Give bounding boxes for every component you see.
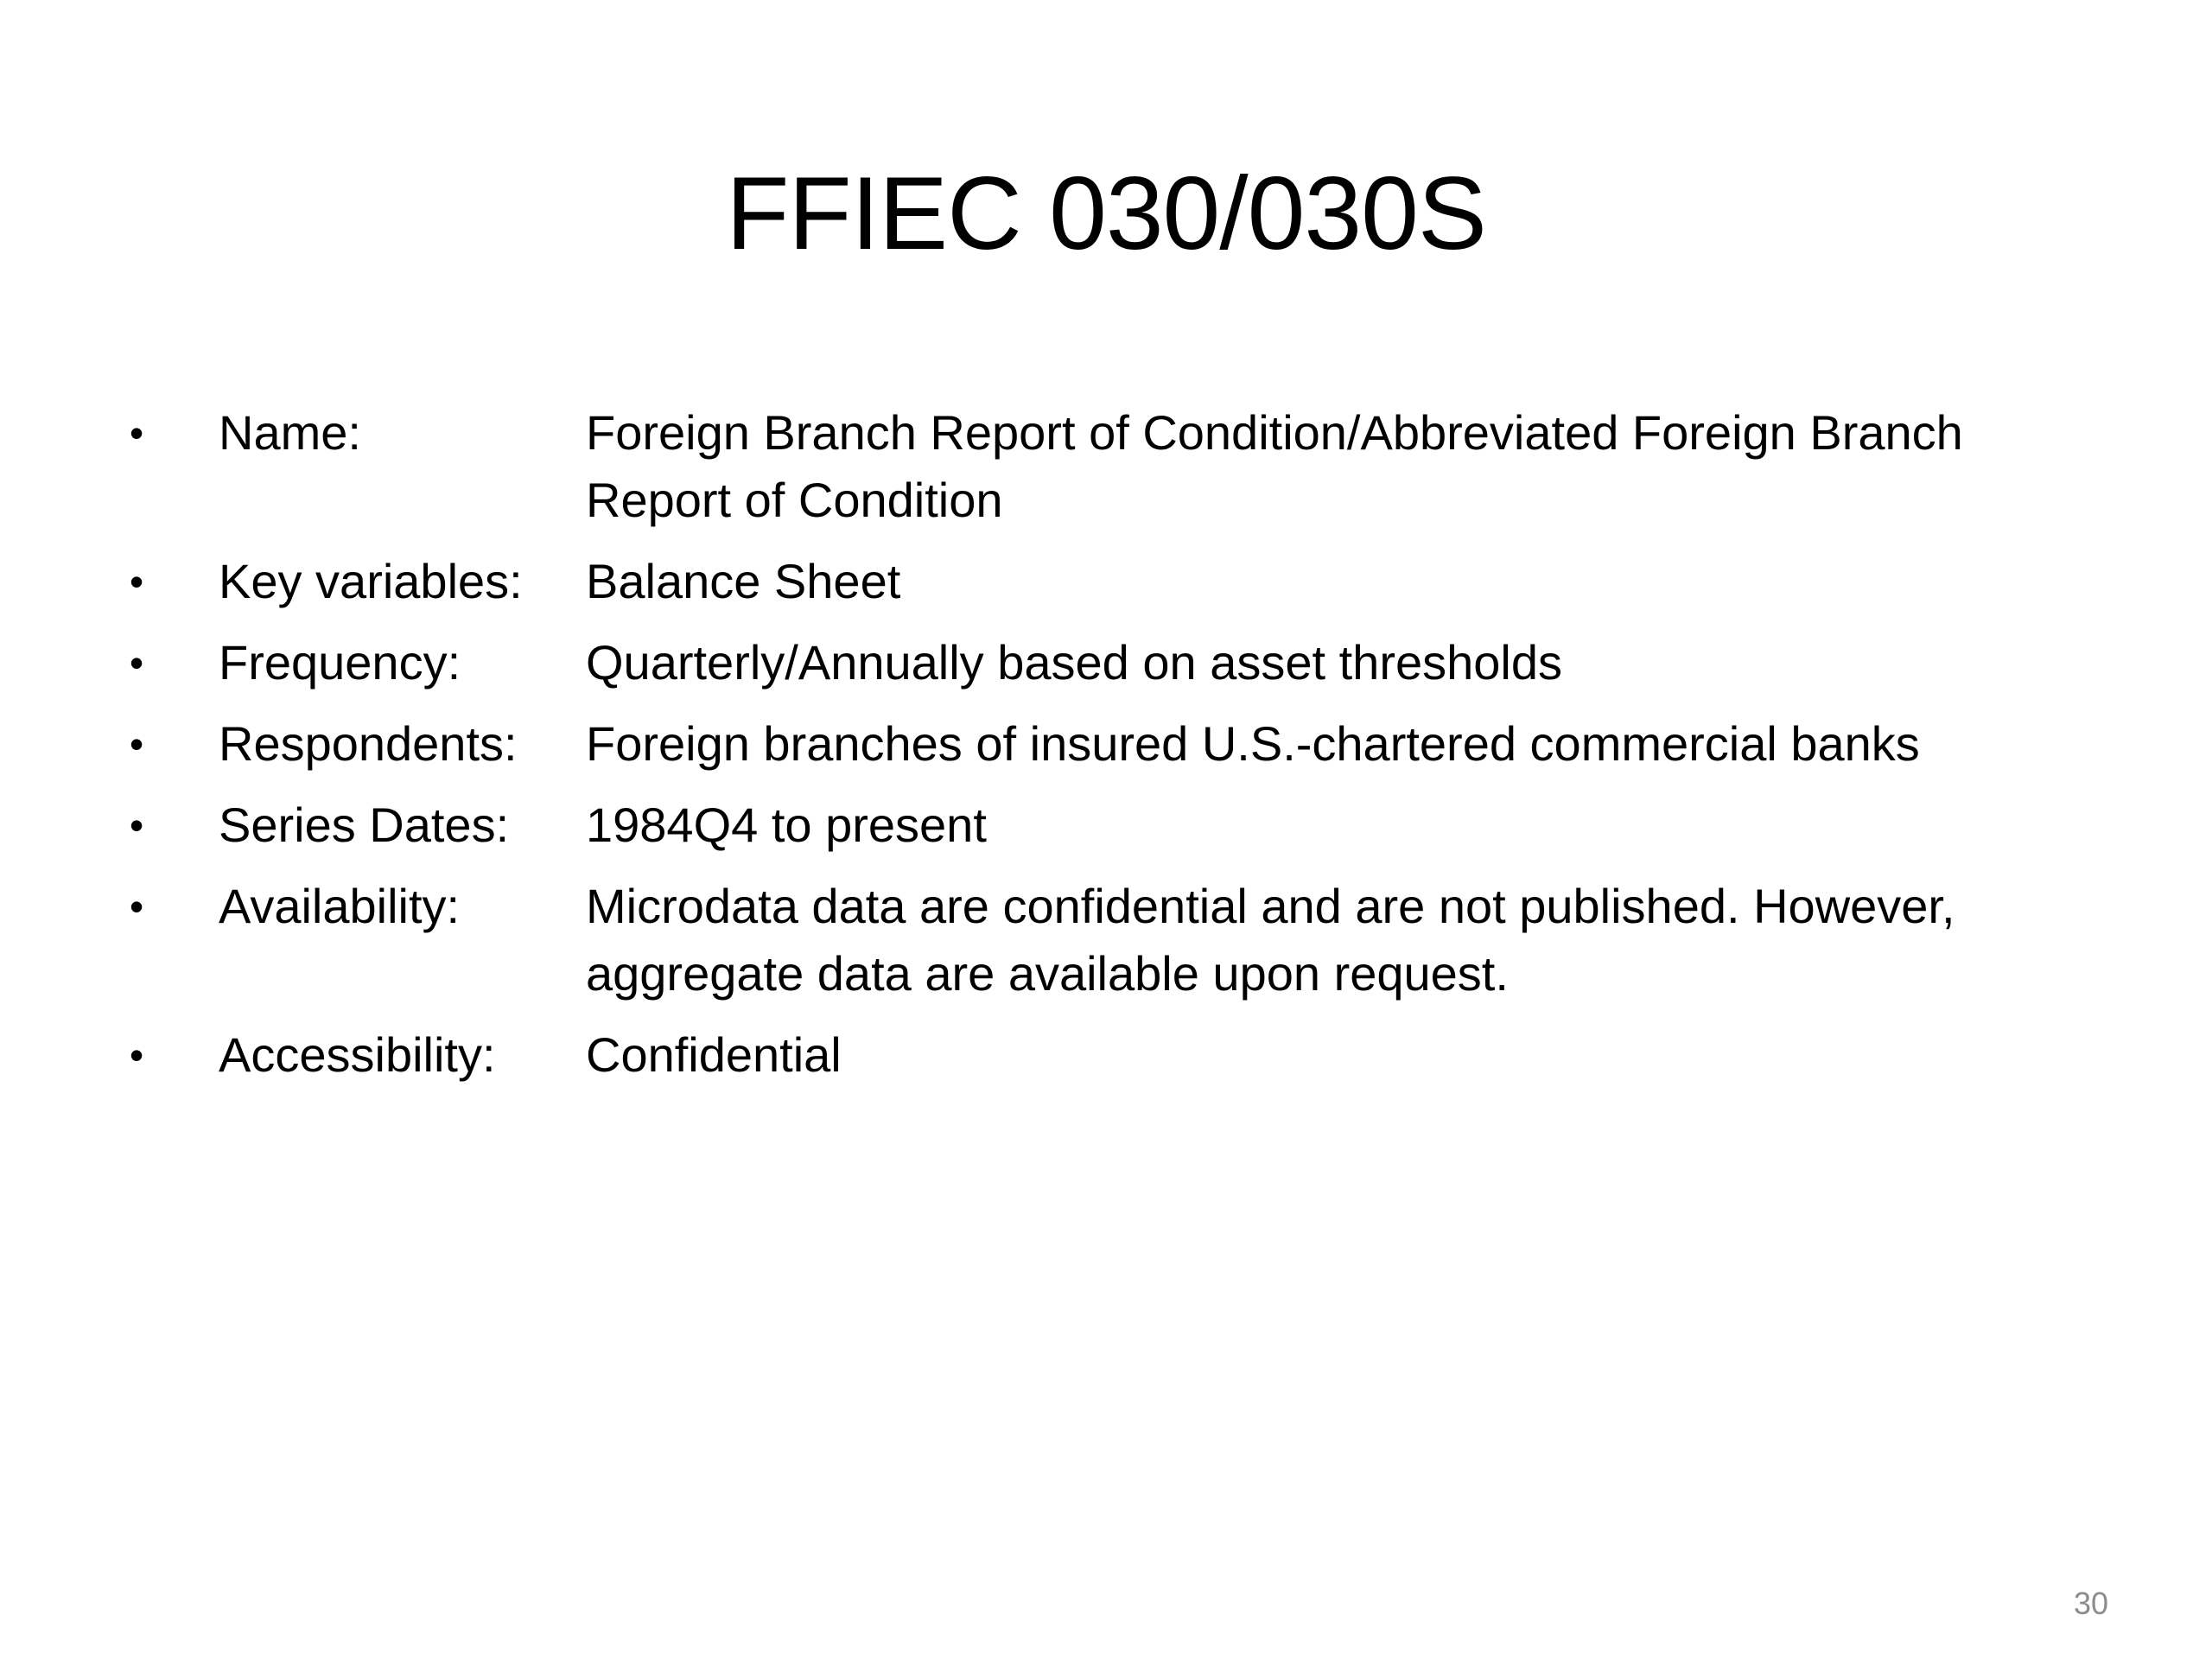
list-item-series-dates <box>130 791 2117 859</box>
item-label: Accessibility: <box>219 1027 496 1082</box>
bullet-icon: • <box>130 721 144 766</box>
list-item-frequency <box>130 629 2117 696</box>
item-value: Quarterly/Annually based on asset thresholds <box>586 635 1562 690</box>
bullet-icon: • <box>130 1033 144 1077</box>
slide-title: FFIEC 030/030S <box>726 156 1486 271</box>
page-number: 30 <box>2073 1586 2108 1621</box>
bullet-icon: • <box>130 410 144 455</box>
bullet-icon: • <box>130 803 144 848</box>
item-value: Confidential <box>586 1027 842 1082</box>
bullet-list <box>130 399 2117 1103</box>
list-item-key-variables <box>130 548 2117 615</box>
item-label: Name: <box>219 405 361 460</box>
item-value: Balance Sheet <box>586 554 901 608</box>
list-item-accessibility <box>130 1021 2117 1089</box>
bullet-icon: • <box>130 640 144 685</box>
item-label: Series Dates: <box>219 798 510 852</box>
list-item-availability <box>130 873 2117 1007</box>
item-value: 1984Q4 to present <box>586 798 987 852</box>
bullet-icon: • <box>130 884 144 929</box>
list-item-name <box>130 399 2117 534</box>
item-value: Foreign branches of insured U.S.-chartered commercial banks <box>586 716 1920 771</box>
item-label: Availability: <box>219 879 461 933</box>
item-label: Respondents: <box>219 716 518 771</box>
item-label: Key variables: <box>219 554 523 608</box>
item-value: Foreign Branch Report of Condition/Abbreviated Foreign Branch Report of Condition <box>586 405 1963 527</box>
bullet-icon: • <box>130 559 144 604</box>
item-value: Microdata data are confidential and are not published. However, aggregate data are available upon request. <box>586 879 1955 1001</box>
item-label: Frequency: <box>219 635 461 690</box>
list-item-respondents <box>130 710 2117 778</box>
